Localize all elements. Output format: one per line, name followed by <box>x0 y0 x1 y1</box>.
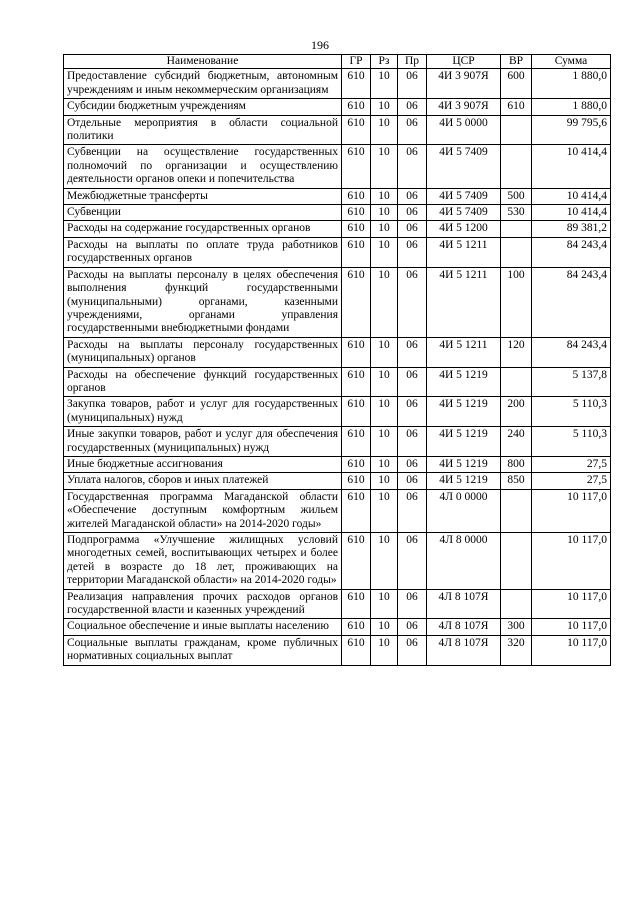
row-csr: 4И 5 1219 <box>427 456 501 472</box>
row-vr: 850 <box>501 473 532 489</box>
row-pr: 06 <box>398 473 427 489</box>
row-vr: 120 <box>501 337 532 367</box>
row-csr: 4Л 8 107Я <box>427 619 501 635</box>
row-csr: 4И 5 1219 <box>427 427 501 457</box>
row-sum: 5 110,3 <box>532 397 611 427</box>
row-gr: 610 <box>342 473 371 489</box>
row-name: Субвенции на осуществление государственных полномочий по организации и осуществлению деятельности органов опеки и попечительства <box>64 145 342 188</box>
row-rz: 10 <box>371 473 398 489</box>
table-row <box>64 397 611 427</box>
table-row <box>64 188 611 204</box>
row-sum: 10 117,0 <box>532 589 611 619</box>
row-sum: 5 137,8 <box>532 367 611 397</box>
row-sum: 10 414,4 <box>532 205 611 221</box>
row-pr: 06 <box>398 205 427 221</box>
row-vr: 320 <box>501 635 532 665</box>
table-body <box>64 69 611 665</box>
row-vr: 300 <box>501 619 532 635</box>
header-rz: Рз <box>371 55 398 69</box>
row-vr: 100 <box>501 267 532 337</box>
row-name: Предоставление субсидий бюджетным, автономным учреждениям и иным некоммерческим организациям <box>64 69 342 99</box>
table-row <box>64 205 611 221</box>
row-rz: 10 <box>371 115 398 145</box>
row-sum: 99 795,6 <box>532 115 611 145</box>
header-csr: ЦСР <box>427 55 501 69</box>
table-row <box>64 635 611 665</box>
row-pr: 06 <box>398 69 427 99</box>
row-sum: 27,5 <box>532 473 611 489</box>
header-gr: ГР <box>342 55 371 69</box>
table-row <box>64 221 611 237</box>
row-gr: 610 <box>342 619 371 635</box>
row-sum: 10 414,4 <box>532 145 611 188</box>
row-sum: 10 414,4 <box>532 188 611 204</box>
row-rz: 10 <box>371 427 398 457</box>
row-name: Расходы на выплаты персоналу в целях обеспечения выполнения функций государственными (муниципальными) органами, казенными учреждениями, органами управления государственными внебюджетными фондами <box>64 267 342 337</box>
table-row <box>64 337 611 367</box>
row-vr <box>501 589 532 619</box>
header-sum: Сумма <box>532 55 611 69</box>
row-rz: 10 <box>371 367 398 397</box>
row-sum: 84 243,4 <box>532 337 611 367</box>
header-pr: Пр <box>398 55 427 69</box>
row-gr: 610 <box>342 456 371 472</box>
row-vr <box>501 115 532 145</box>
row-rz: 10 <box>371 188 398 204</box>
row-pr: 06 <box>398 367 427 397</box>
row-vr: 800 <box>501 456 532 472</box>
row-gr: 610 <box>342 221 371 237</box>
row-rz: 10 <box>371 69 398 99</box>
row-gr: 610 <box>342 533 371 590</box>
table-row <box>64 99 611 115</box>
row-gr: 610 <box>342 205 371 221</box>
row-gr: 610 <box>342 99 371 115</box>
row-gr: 610 <box>342 589 371 619</box>
row-csr: 4И 5 1211 <box>427 337 501 367</box>
row-name: Социальные выплаты гражданам, кроме публичных нормативных социальных выплат <box>64 635 342 665</box>
row-pr: 06 <box>398 237 427 267</box>
row-vr: 500 <box>501 188 532 204</box>
table-row <box>64 533 611 590</box>
row-vr: 600 <box>501 69 532 99</box>
row-sum: 84 243,4 <box>532 267 611 337</box>
table-row <box>64 267 611 337</box>
row-vr <box>501 221 532 237</box>
row-name: Государственная программа Магаданской области «Обеспечение доступным комфортным жильем жителей Магаданской области» на 2014-2020 годы» <box>64 489 342 532</box>
page-number: 196 <box>311 38 329 52</box>
row-gr: 610 <box>342 267 371 337</box>
row-vr <box>501 237 532 267</box>
row-csr: 4И 5 1219 <box>427 367 501 397</box>
row-rz: 10 <box>371 221 398 237</box>
row-pr: 06 <box>398 589 427 619</box>
row-pr: 06 <box>398 427 427 457</box>
row-vr <box>501 367 532 397</box>
row-name: Социальное обеспечение и иные выплаты населению <box>64 619 342 635</box>
table-row <box>64 367 611 397</box>
row-name: Реализация направления прочих расходов органов государственной власти и казенных учреждений <box>64 589 342 619</box>
row-pr: 06 <box>398 115 427 145</box>
row-pr: 06 <box>398 188 427 204</box>
header-vr: ВР <box>501 55 532 69</box>
row-pr: 06 <box>398 635 427 665</box>
row-sum: 27,5 <box>532 456 611 472</box>
row-gr: 610 <box>342 635 371 665</box>
table-row <box>64 237 611 267</box>
row-csr: 4Л 8 0000 <box>427 533 501 590</box>
table-row <box>64 115 611 145</box>
row-rz: 10 <box>371 589 398 619</box>
header-name: Наименование <box>64 55 342 69</box>
row-vr: 200 <box>501 397 532 427</box>
row-sum: 1 880,0 <box>532 99 611 115</box>
budget-table <box>63 54 611 666</box>
row-pr: 06 <box>398 489 427 532</box>
row-vr: 530 <box>501 205 532 221</box>
row-gr: 610 <box>342 397 371 427</box>
row-name: Межбюджетные трансферты <box>64 188 342 204</box>
table-row <box>64 427 611 457</box>
row-rz: 10 <box>371 267 398 337</box>
table-row <box>64 69 611 99</box>
header-row <box>64 55 611 69</box>
row-gr: 610 <box>342 427 371 457</box>
row-rz: 10 <box>371 145 398 188</box>
row-pr: 06 <box>398 619 427 635</box>
row-gr: 610 <box>342 237 371 267</box>
row-sum: 10 117,0 <box>532 635 611 665</box>
row-name: Субвенции <box>64 205 342 221</box>
row-gr: 610 <box>342 115 371 145</box>
row-sum: 89 381,2 <box>532 221 611 237</box>
table-row <box>64 145 611 188</box>
row-csr: 4И 5 0000 <box>427 115 501 145</box>
row-sum: 10 117,0 <box>532 489 611 532</box>
table-row <box>64 473 611 489</box>
row-pr: 06 <box>398 221 427 237</box>
row-csr: 4И 5 1211 <box>427 267 501 337</box>
row-name: Расходы на содержание государственных органов <box>64 221 342 237</box>
row-name: Отдельные мероприятия в области социальной политики <box>64 115 342 145</box>
row-name: Расходы на выплаты по оплате труда работников государственных органов <box>64 237 342 267</box>
row-pr: 06 <box>398 145 427 188</box>
row-vr <box>501 489 532 532</box>
row-sum: 10 117,0 <box>532 533 611 590</box>
row-pr: 06 <box>398 456 427 472</box>
row-rz: 10 <box>371 337 398 367</box>
row-name: Подпрограмма «Улучшение жилищных условий многодетных семей, воспитывающих четырех и более детей в возрасте до 18 лет, проживающих на территории Магаданской области» на 2014-2020 годы» <box>64 533 342 590</box>
row-csr: 4И 5 1219 <box>427 397 501 427</box>
row-gr: 610 <box>342 367 371 397</box>
row-csr: 4И 5 7409 <box>427 145 501 188</box>
table-row <box>64 456 611 472</box>
row-csr: 4Л 8 107Я <box>427 589 501 619</box>
row-rz: 10 <box>371 99 398 115</box>
row-csr: 4И 3 907Я <box>427 99 501 115</box>
row-gr: 610 <box>342 337 371 367</box>
row-pr: 06 <box>398 337 427 367</box>
row-pr: 06 <box>398 99 427 115</box>
row-csr: 4И 5 1200 <box>427 221 501 237</box>
row-vr: 610 <box>501 99 532 115</box>
row-name: Закупка товаров, работ и услуг для государственных (муниципальных) нужд <box>64 397 342 427</box>
row-csr: 4И 5 7409 <box>427 188 501 204</box>
row-pr: 06 <box>398 397 427 427</box>
row-csr: 4Л 8 107Я <box>427 635 501 665</box>
table-row <box>64 619 611 635</box>
row-rz: 10 <box>371 397 398 427</box>
row-name: Иные закупки товаров, работ и услуг для обеспечения государственных (муниципальных) нужд <box>64 427 342 457</box>
row-rz: 10 <box>371 619 398 635</box>
row-csr: 4И 5 1219 <box>427 473 501 489</box>
row-csr: 4Л 0 0000 <box>427 489 501 532</box>
row-vr: 240 <box>501 427 532 457</box>
row-pr: 06 <box>398 533 427 590</box>
table-row <box>64 589 611 619</box>
row-csr: 4И 5 7409 <box>427 205 501 221</box>
row-rz: 10 <box>371 489 398 532</box>
row-csr: 4И 5 1211 <box>427 237 501 267</box>
table-row <box>64 489 611 532</box>
row-pr: 06 <box>398 267 427 337</box>
row-gr: 610 <box>342 489 371 532</box>
row-sum: 5 110,3 <box>532 427 611 457</box>
row-rz: 10 <box>371 456 398 472</box>
row-gr: 610 <box>342 188 371 204</box>
row-name: Расходы на обеспечение функций государственных органов <box>64 367 342 397</box>
row-name: Расходы на выплаты персоналу государственных (муниципальных) органов <box>64 337 342 367</box>
row-rz: 10 <box>371 205 398 221</box>
row-gr: 610 <box>342 145 371 188</box>
row-csr: 4И 3 907Я <box>427 69 501 99</box>
row-sum: 84 243,4 <box>532 237 611 267</box>
row-vr <box>501 145 532 188</box>
row-rz: 10 <box>371 533 398 590</box>
row-vr <box>501 533 532 590</box>
row-name: Субсидии бюджетным учреждениям <box>64 99 342 115</box>
row-name: Иные бюджетные ассигнования <box>64 456 342 472</box>
table-header <box>64 55 611 69</box>
row-rz: 10 <box>371 635 398 665</box>
row-sum: 1 880,0 <box>532 69 611 99</box>
row-gr: 610 <box>342 69 371 99</box>
row-rz: 10 <box>371 237 398 267</box>
row-sum: 10 117,0 <box>532 619 611 635</box>
row-name: Уплата налогов, сборов и иных платежей <box>64 473 342 489</box>
